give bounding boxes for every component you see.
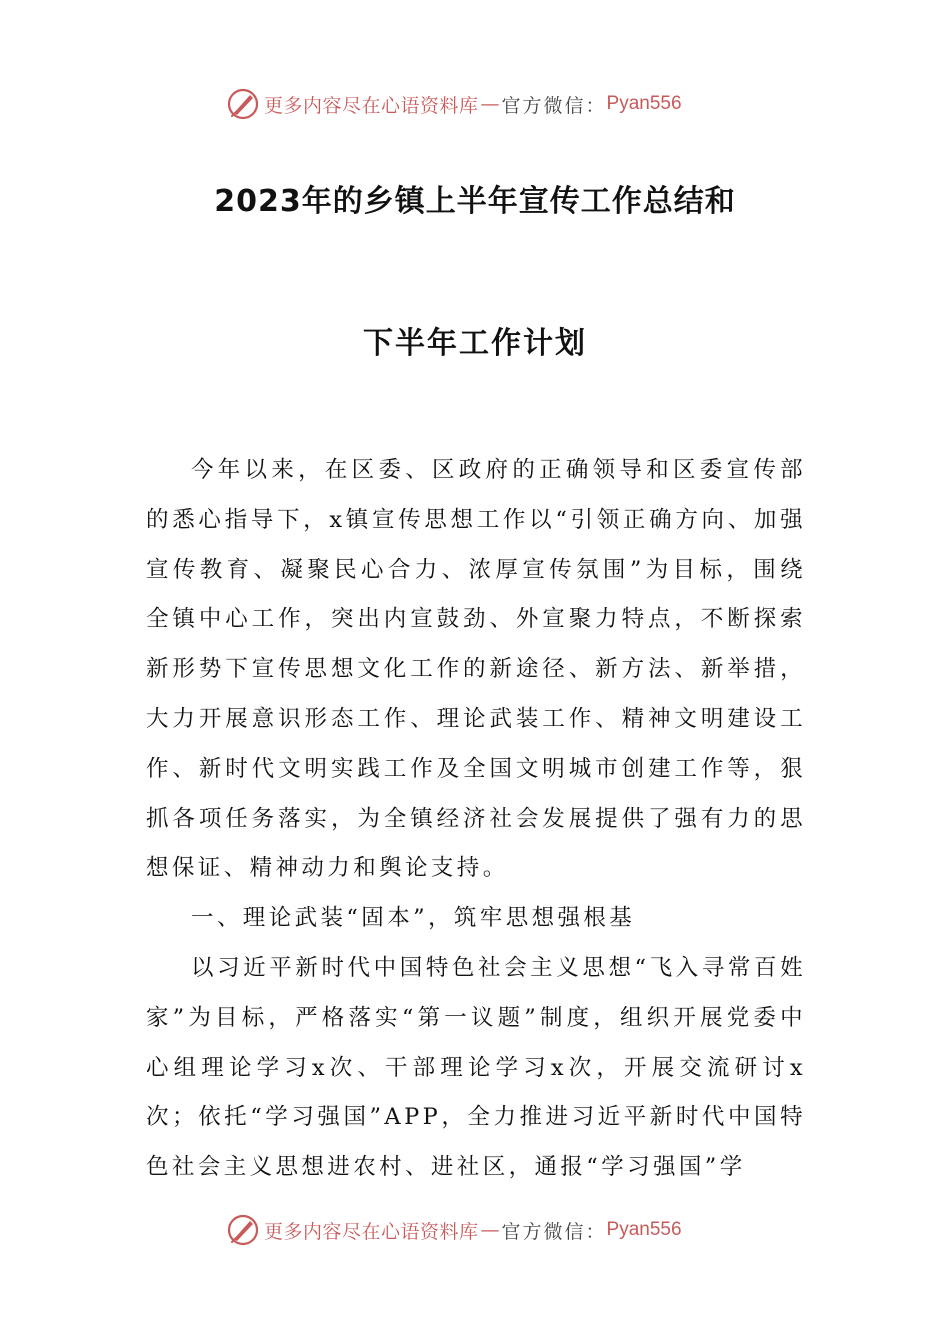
banner-dash: — [480,1219,500,1241]
watermark-banner-top [226,86,682,122]
watermark-banner-bottom [226,1212,682,1248]
banner-text: 更多内容尽在心语资料库 [264,1220,479,1243]
paragraph-intro: 今年以来，在区委、区政府的正确领导和区委宣传部的悉心指导下，x镇宣传思想工作以“引领正确方向、加强宣传教育、凝聚民心合力、浓厚宣传氛围”为目标，围绕全镇中心工作，突出内宣鼓劲、外宣聚力特点，不断探索新形势下宣传思想文化工作的新途径、新方法、新举措，大力开展意识形态工作、理论武装工作、精神文明建设工作、新时代文明实践工作及全国文明城市创建工作等，狠抓各项任务落实，为全镇经济社会发展提供了强有力的思想保证、精神动力和舆论支持。 [146,457,806,882]
banner-account: Pyan556 [606,93,682,114]
quill-seal-icon [226,1213,260,1247]
document-title-line-2: 下半年工作计划 [363,326,587,361]
banner-dash: — [480,93,500,115]
paragraph-section-1: 以习近平新时代中国特色社会主义思想“飞入寻常百姓家”为目标，严格落实“第一议题”制度，组织开展党委中心组理论学习x次、干部理论学习x次，开展交流研讨x次；依托“学习强国”APP，全力推进习近平新时代中国特色社会主义思想进农村、进社区，通报“学习强国”学 [146,954,806,1181]
document-body [146,446,806,1193]
section-heading: 一、理论武装“固本”，筑牢思想强根基 [191,905,636,932]
banner-text: 更多内容尽在心语资料库 [264,94,479,117]
banner-account: Pyan556 [606,1219,682,1240]
quill-seal-icon [226,87,260,121]
banner-label: 官方微信： [501,94,607,117]
document-title-line-1: 2023年的乡镇上半年宣传工作总结和 [214,184,736,219]
banner-label: 官方微信： [501,1220,607,1243]
